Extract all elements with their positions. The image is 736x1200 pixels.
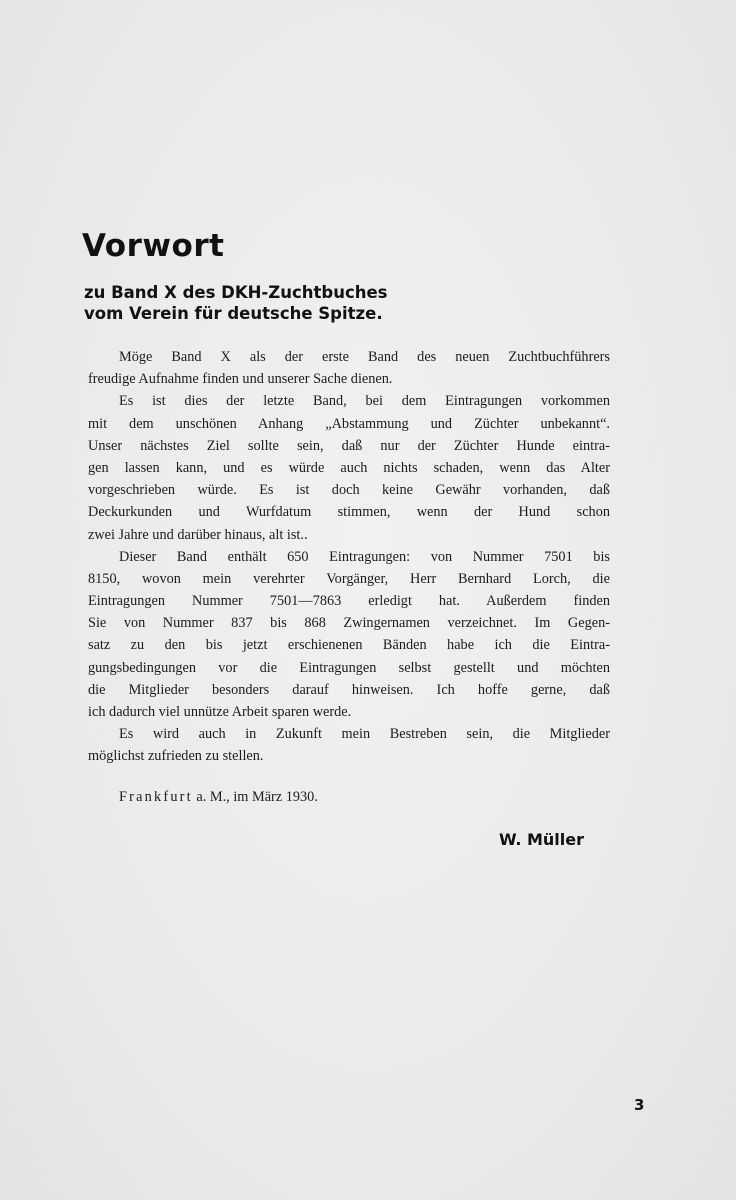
text-line: Deckurkunden und Wurfdatum stimmen, wenn der Hund schon bbox=[88, 504, 610, 521]
text-line: möglichst zufrieden zu stellen. bbox=[88, 748, 264, 765]
text-line: Es wird auch in Zukunft mein Bestreben sein, die Mitglieder bbox=[119, 726, 610, 743]
text-line: Unser nächstes Ziel sollte sein, daß nur der Züchter Hunde eintra- bbox=[88, 437, 610, 454]
foreword-text bbox=[88, 346, 610, 768]
text-line: satz zu den bis jetzt erschienenen Bänden habe ich die Eintra- bbox=[88, 637, 610, 654]
text-line: Dieser Band enthält 650 Eintragungen: von Nummer 7501 bis bbox=[119, 548, 610, 565]
subtitle-line: zu Band X des DKH-Zuchtbuches bbox=[84, 283, 388, 302]
date-text: a. M., im März 1930. bbox=[192, 789, 318, 805]
text-line: Eintragungen Nummer 7501—7863 erledigt hat. Außerdem finden bbox=[88, 593, 610, 610]
text-line: ich dadurch viel unnütze Arbeit sparen werde. bbox=[88, 704, 352, 720]
text-line: Es ist dies der letzte Band, bei dem Eintragungen vorkommen bbox=[119, 393, 610, 410]
place-name: Frankfurt bbox=[119, 789, 193, 805]
subtitle-line: vom Verein für deutsche Spitze. bbox=[84, 304, 383, 323]
text-line: Sie von Nummer 837 bis 868 Zwingernamen verzeichnet. Im Gegen- bbox=[88, 615, 610, 632]
text-line: freudige Aufnahme finden und unserer Sache dienen. bbox=[88, 371, 393, 388]
text-line: gen lassen kann, und es würde auch nichts schaden, wenn das Alter bbox=[88, 459, 610, 476]
text-line: gungsbedingungen vor die Eintragungen selbst gestellt und möchten bbox=[88, 659, 610, 676]
page-number: 3 bbox=[634, 1096, 645, 1114]
text-line: zwei Jahre und darüber hinaus, alt ist.. bbox=[88, 526, 308, 543]
text-line: Möge Band X als der erste Band des neuen Zuchtbuchführers bbox=[119, 349, 610, 365]
text-line: mit dem unschönen Anhang „Abstammung und Züchter unbekannt“. bbox=[88, 415, 610, 432]
author-signature: W. Müller bbox=[498, 830, 584, 849]
place-and-date bbox=[119, 789, 318, 806]
text-line: vorgeschrieben würde. Es ist doch keine Gewähr vorhanden, daß bbox=[88, 482, 610, 499]
page-subtitle bbox=[84, 282, 388, 324]
text-line: die Mitglieder besonders darauf hinweisen. Ich hoffe gerne, daß bbox=[88, 681, 610, 698]
page-title: Vorwort bbox=[82, 228, 225, 264]
text-line: 8150, wovon mein verehrter Vorgänger, Herr Bernhard Lorch, die bbox=[88, 570, 610, 587]
